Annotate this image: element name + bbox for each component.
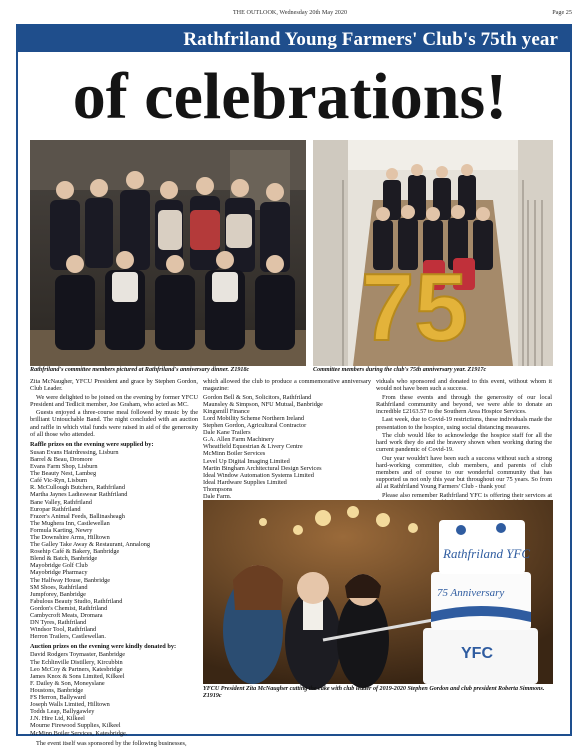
- list-item: Bane Valley, Rathfriland: [30, 498, 92, 506]
- list-item: Jumpforey, Banbridge: [30, 590, 86, 598]
- cake-ribbon-text: 75 Anniversary: [437, 587, 505, 599]
- body-paragraph: Our year wouldn't have been such a success without such a strong hard-working committee, club members, and parents of club members and of course to our wonderful community that has supported us not only this year but throughout our 75 years. So from all at Rathfriland Young Farmers' Club - thank you!: [376, 454, 552, 491]
- list-item: The Downshire Arms, Hilltown: [30, 533, 110, 541]
- list-item: Susan Evans Hairdressing, Lisburn: [30, 448, 119, 456]
- list-item: Houstons, Banbridge: [30, 686, 84, 694]
- list-item: Lord Mobility Scheme Northern Ireland: [203, 414, 305, 422]
- list-item: Dale Farm.: [203, 493, 232, 500]
- list-item: Leo McCoy & Partners, Katesbridge: [30, 665, 123, 673]
- list-item: Ideal Window Automation Systems Limited: [203, 471, 314, 479]
- page-number: Page 25: [552, 9, 572, 16]
- body-paragraph: viduals who sponsored and donated to this event, without whom it would not have been such a success.: [376, 378, 552, 393]
- list-item: The Galley Take Away & Restaurant, Annalong: [30, 541, 151, 549]
- list-item: The Beauty Nest, Lambeg: [30, 470, 97, 478]
- title-banner: [18, 26, 570, 52]
- intro-paragraph: Zita McNaugher, YFCU President and grace by Stephen Gordon, Club Leader.: [30, 378, 198, 393]
- raffle-heading: Raffle prizes on the evening were supplied by:: [30, 440, 154, 448]
- body-paragraph: The club would like to acknowledge the hospice staff for all the hard work they do and the bravery shown when working during the current pandemic of Covid-19.: [376, 432, 552, 454]
- group-photo-caption: Rathfriland's committee members pictured at Rathfriland's anniversary dinner. Z1918c: [30, 367, 250, 373]
- list-item: Martha Jaynes Ladieswear Rathfriland: [30, 491, 128, 499]
- column-2: [203, 378, 371, 500]
- list-item: Mayobridge Golf Club: [30, 562, 88, 570]
- list-item: Cambycroft Meats, Dromara: [30, 612, 103, 619]
- list-item: DN Tyres, Rathfriland: [30, 619, 87, 627]
- list-item: McMinn Boiler Services: [203, 450, 266, 458]
- list-item: J.N. Hire Ltd, Kilkeel: [30, 715, 85, 723]
- list-item: FS Herron, Ballyward: [30, 694, 86, 702]
- list-item: Blend & Batch, Banbridge: [30, 555, 98, 563]
- list-item: Joseph Walls Limited, Hilltown: [30, 701, 110, 709]
- list-item: Café Vic-Ryn, Lisburn: [30, 477, 88, 485]
- list-item: Dale Kane Trailers: [203, 429, 251, 437]
- list-item: Martin Bingham Architectural Design Services: [203, 464, 322, 472]
- list-item: Frazer's Animal Feeds, Ballinasheagh: [30, 512, 125, 520]
- column-3: [376, 378, 552, 499]
- list-item: Mayobridge Pharmacy: [30, 569, 88, 577]
- list-item: Gordon Bell & Son, Solicitors, Rathfriland: [203, 393, 312, 401]
- banner-title: Rathfriland Young Farmers' Club's 75th year: [183, 29, 558, 50]
- auction-heading: Auction prizes on the evening were kindly donated by:: [30, 643, 177, 651]
- balloon-digits: 75: [361, 254, 468, 361]
- list-item: G.A. Allen Farm Machinery: [203, 436, 275, 444]
- list-item: Rosehip Café & Bakery, Banbridge: [30, 548, 120, 556]
- body-paragraph: From these events and through the generosity of our local Rathfriland community and beyond, we were able to donate an incredible £2163.57 to the Southern Area Hospice Services.: [376, 393, 552, 415]
- list-item: The Echlinville Distillery, Kircubbin: [30, 658, 123, 666]
- body-paragraph: Please also remember Rathfriland YFC is offering their services at: [382, 491, 552, 499]
- list-item: Barrel & Beau, Dromore: [30, 455, 93, 463]
- masthead: [0, 0, 580, 24]
- sponsor-list-intro: which allowed the club to produce a commemorative anniversary magazine:: [203, 378, 371, 393]
- list-item: The Halfway House, Banbridge: [30, 576, 111, 584]
- list-item: Ideal Hardware Supplies Limited: [203, 478, 287, 486]
- list-item: Stephen Gordon, Agricultural Contractor: [203, 422, 307, 430]
- list-item: The Mughera Inn, Castlewellan: [30, 519, 110, 527]
- cake-photo: [203, 500, 553, 684]
- group-photo: [30, 140, 306, 366]
- raffle-list: [30, 449, 198, 641]
- sponsor-list: [203, 394, 371, 500]
- list-item: Kingsmill Finance: [203, 407, 250, 415]
- list-item: Formula Karting, Newry: [30, 526, 93, 534]
- list-item: Mourne Firewood Supplies, Kilkeel: [30, 722, 121, 730]
- cake-logo-text: YFC: [461, 645, 493, 662]
- list-item: Europar Rathfriland: [30, 505, 81, 513]
- list-item: Wheatfield Equestrian & Livery Centre: [203, 443, 303, 451]
- list-item: Level Up Digital Imaging Limited: [203, 457, 290, 465]
- stairs-photo: [313, 140, 553, 366]
- intro-paragraph: Guests enjoyed a three-course meal followed by music by the brilliant Untouchable Band. The night concluded with an auction and raffle in which vital funds were raised in aid of the generosity of all those who attended.: [30, 409, 198, 438]
- auction-list: [30, 651, 198, 736]
- list-item: R. McCullough Butchers, Rathfriland: [30, 484, 125, 492]
- sponsor-intro-paragraph: The event itself was sponsored by the following businesses,: [36, 739, 187, 747]
- intro-paragraph: We were delighted to be joined on the evening by former YFCU President and Tedlicit member, Joe Graham, who acted as MC.: [30, 393, 198, 408]
- headline: of celebrations!: [72, 60, 508, 133]
- issue-date: THE OUTLOOK, Wednesday 20th May 2020: [232, 9, 348, 16]
- list-item: James Knox & Sons Limited, Kilkeel: [30, 672, 125, 680]
- list-item: Fabulous Beauty Studio, Rathfriland: [30, 597, 123, 605]
- stairs-photo-caption: Committee members during the club's 75th anniversary year. Z1917c: [313, 367, 487, 373]
- list-item: SM Shoes, Rathfriland: [30, 583, 88, 591]
- list-item: Maunsley & Simpson, NFU Mutual, Banbridge: [203, 400, 323, 408]
- list-item: Herron Trailers, Castlewellan.: [30, 633, 106, 641]
- list-item: Thompsons: [203, 485, 233, 493]
- list-item: Gordon's Chemist, Rathfriland: [30, 604, 108, 612]
- list-item: F. Dailey & Son, Moneyslane: [30, 679, 105, 687]
- list-item: McMinn Boiler Services, Katesbridge.: [30, 729, 128, 737]
- list-item: Evans Farm Shop, Lisburn: [30, 463, 98, 471]
- list-item: Windsor Tool, Rathfriland: [30, 626, 97, 634]
- cake-script-text: Rathfriland YFC: [443, 546, 531, 561]
- body-paragraph: Last week, due to Covid-19 restrictions, these individuals made the presentation to the hospice, using social distancing measures.: [376, 416, 552, 431]
- cake-photo-caption: YFCU President Zita McNaugher cutting the cake with club leader of 2019-2020 Stephen Gordon and club president Roberta Simmons. Z1919c: [203, 686, 545, 700]
- list-item: David Rodgers Toymaster, Banbridge: [30, 651, 126, 659]
- list-item: Todds Leap, Ballygawley: [30, 708, 95, 716]
- column-1: [30, 378, 198, 747]
